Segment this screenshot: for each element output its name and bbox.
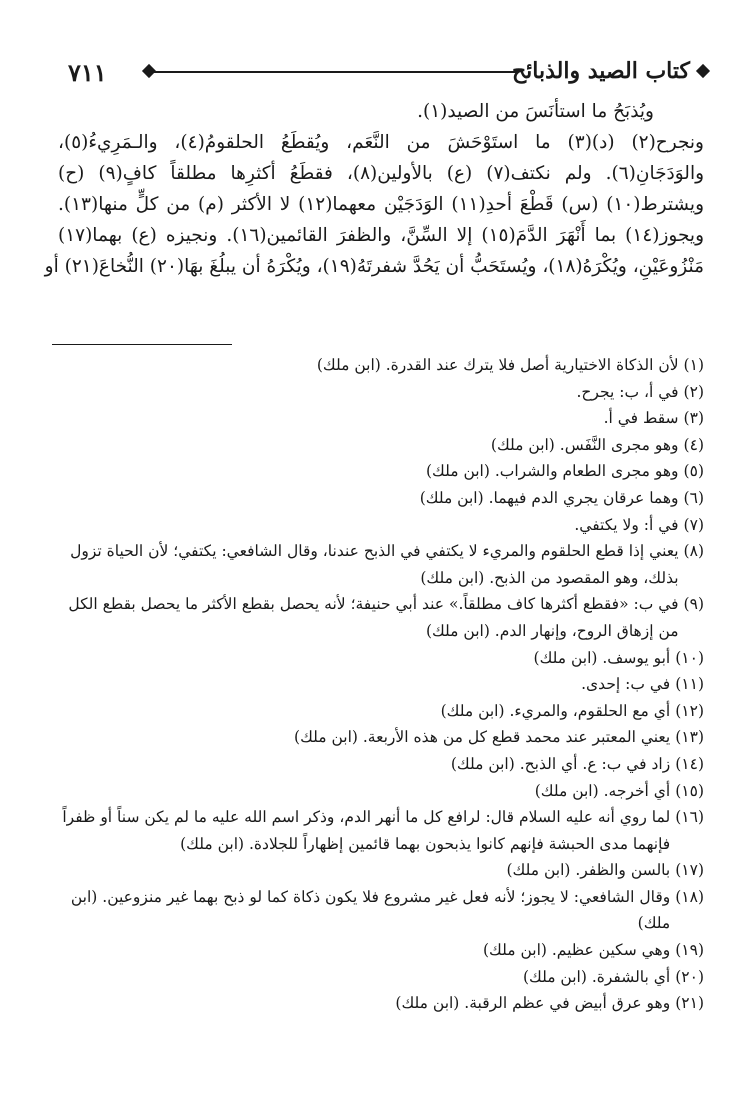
footnote-number: (١٩) [675, 941, 704, 960]
footnote-text: وهو مجرى النَّفَس. (ابن ملك) [490, 435, 679, 454]
footnote-text: بالسن والظفر. (ابن ملك) [506, 861, 671, 880]
main-text-line: ونجرح(٢) (د)(٣) ما استَوْحَشَ من النَّعَم، ويُقطَعُ الحلقومُ(٤)، والـمَرِيءُ(٥)، [58, 132, 704, 153]
footnote [48, 778, 704, 805]
footnote-number: (٦) [683, 488, 704, 507]
page-number: ٧١١ [68, 58, 107, 87]
footnote-number: (١٣) [675, 728, 704, 747]
footnote [48, 352, 704, 379]
footnote-number: (٢١) [675, 994, 704, 1013]
footnote-number: (١٨) [675, 887, 704, 906]
footnote-text: لأن الذكاة الاختيارية أصل فلا يترك عند القدرة. (ابن ملك) [316, 356, 679, 374]
footnote-number: (١٠) [675, 648, 704, 667]
footnote [48, 591, 704, 644]
footnote-number: (١٤) [675, 754, 704, 773]
footnote-number: (٤) [683, 435, 704, 454]
footnote-text: في ب: إحدى. [581, 675, 671, 694]
footnote [48, 458, 704, 485]
footnote [48, 485, 704, 512]
footnote-number: (٧) [683, 515, 704, 534]
footnote-text: وهو عرق أبيض في عظم الرقبة. (ابن ملك) [395, 994, 671, 1013]
footnote-number: (٩) [683, 595, 704, 614]
footnotes [48, 352, 704, 1017]
main-text-line: ويشترط(١٠) (س) قَطْعَ أحدِ(١١) الوَدَجَيْن معهما(١٢) لا الأكثر (م) من كلٍّ منها(١٣). [58, 194, 704, 215]
footnote-number: (١١) [675, 675, 704, 694]
footnote-number: (١٢) [675, 701, 704, 720]
footnote [48, 990, 704, 1017]
footnote-text: وهو مجرى الطعام والشراب. (ابن ملك) [425, 462, 679, 481]
footnote-number: (١٧) [675, 861, 704, 880]
footnote-text: وقال الشافعي: لا يجوز؛ لأنه فعل غير مشروع فلا يكون ذكاة كما لو ذبح بهما غير منزوعين. (ابن ملك) [70, 887, 671, 933]
footnote-text: يعني إذا قطع الحلقوم والمريء لا يكتفي في الذبح عندنا، وقال الشافعي: يكتفي؛ لأن الحياة تزول بذلك، وهو المقصود من الذبح. (ابن ملك) [70, 542, 679, 587]
footnote [48, 724, 704, 751]
footnote-text: أبو يوسف. (ابن ملك) [533, 648, 671, 667]
main-text [44, 96, 705, 282]
main-text-line: ويجوز(١٤) بما أَنْهَرَ الدَّمَ(١٥) إلا السِّنَّ، والظفرَ القائمين(١٦). ونجيزه (ع) بهما(١٧) [58, 225, 705, 246]
footnote [48, 937, 704, 964]
footnote [48, 512, 704, 539]
footnote [48, 538, 704, 591]
footnote-text: في أ: ولا يكتفي. [574, 515, 679, 534]
footnote-text: يعني المعتبر عند محمد قطع كل من هذه الأربعة. (ابن ملك) [294, 728, 671, 747]
footnote [48, 857, 704, 884]
footnote-text: في ب: «فقطع أكثرها كاف مطلقاً.» عند أبي حنيفة؛ لأنه يحصل بقطع الأكثر ما يحصل بقطع الكل من إزهاق الروح، وإنهار الدم. (ابن ملك) [68, 595, 679, 640]
footnote-text: سقط في أ. [603, 409, 679, 428]
footnote [48, 964, 704, 991]
diamond-ornament-icon [696, 64, 710, 78]
footnote [48, 698, 704, 725]
footnote-divider [52, 344, 232, 345]
chapter-title: كتاب الصيد والذبائح [511, 58, 690, 84]
footnote [48, 379, 704, 406]
footnote-text: في أ، ب: يجرح. [576, 382, 679, 401]
main-text-line: والوَدَجَانِ(٦). ولم نكتف(٧) (ع) بالأولين(٨)، فقطَعُ أكثرِها مطلقاً كافٍ(٩) (ح) [58, 163, 705, 184]
footnote [48, 645, 704, 672]
footnote-number: (١٥) [675, 781, 704, 800]
footnote [48, 804, 704, 857]
main-text-line: ويُذبَحُ ما استأنَسَ من الصيد(١). [417, 101, 654, 122]
footnote [48, 671, 704, 698]
header-rule [152, 71, 518, 73]
footnote-text: لما روي أنه عليه السلام قال: لرافع كل ما أنهر الدم، وذكر اسم الله عليه ما لم يكن سناً أو ظفراً فإنهما مدى الحبشة فإنهم كانوا يذبحون بهما قائمين إظهاراً للجلادة. (ابن ملك) [62, 808, 671, 853]
footnote-number: (٢) [683, 382, 704, 401]
footnote-text: وهي سكين عظيم. (ابن ملك) [483, 941, 671, 960]
footnote-text: أي مع الحلقوم، والمريء. (ابن ملك) [440, 701, 671, 720]
footnote-number: (١) [683, 356, 704, 374]
footnote-number: (٢٠) [675, 967, 704, 986]
main-text-line: مَنْزُوعَيْنِ، ويُكْرَهُ(١٨)، ويُستَحَبُّ أن يَحُدَّ شفرتَهُ(١٩)، ويُكْرَهُ أن يبلُغَ بهَا(٢٠) النُّخاعَ(٢١) أو [44, 256, 704, 277]
footnote-text: أي أخرجه. (ابن ملك) [534, 781, 671, 800]
footnote-text: زاد في ب: ع. أي الذبح. (ابن ملك) [450, 754, 671, 773]
footnote [48, 405, 704, 432]
footnote-text: وهما عرقان يجري الدم فيهما. (ابن ملك) [419, 488, 679, 507]
footnote-number: (٥) [683, 462, 704, 481]
page-header [52, 58, 708, 92]
footnote [48, 432, 704, 459]
footnote-number: (٣) [683, 409, 704, 428]
footnote-number: (٨) [683, 542, 704, 561]
footnote-number: (١٦) [675, 808, 704, 827]
footnote-text: أي بالشفرة. (ابن ملك) [522, 967, 671, 986]
footnote [48, 751, 704, 778]
footnote [48, 884, 704, 937]
